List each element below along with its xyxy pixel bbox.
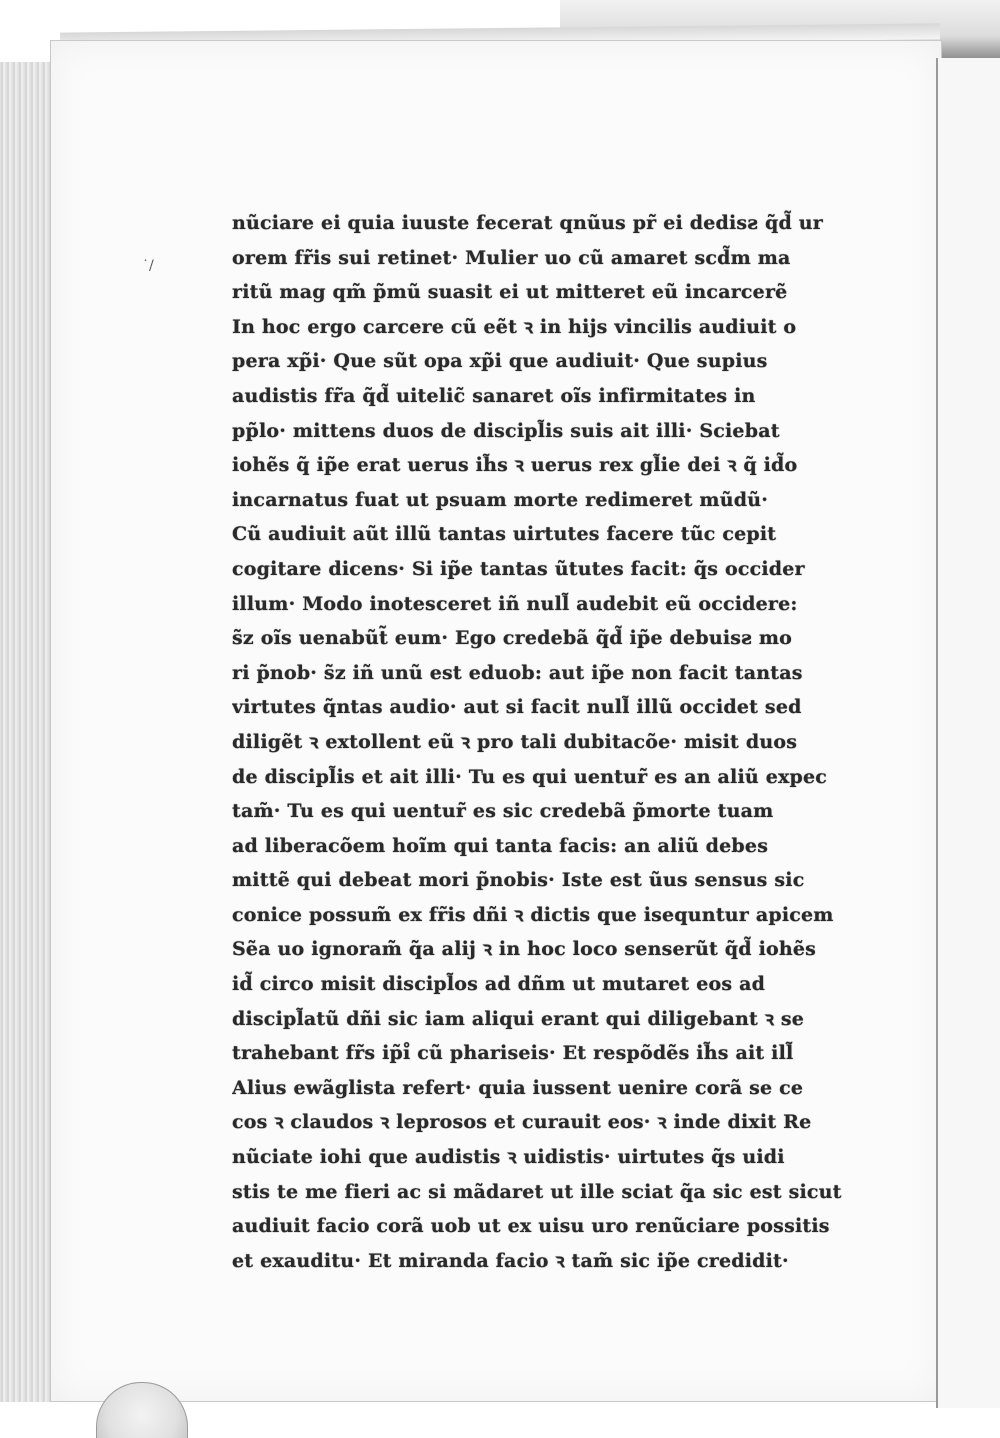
manuscript-line: nũciare ei quia iuuste fecerat qnũus pr̃ ei dedisƨ q̃d̃ ur: [232, 212, 824, 234]
manuscript-line: discipl̃atũ dñi sic iam aliqui erant qui diligebant ꝛ se: [232, 1007, 805, 1030]
manuscript-line: stis te me fieri ac si mãdaret ut ille sciat q̃a sic est sicut: [232, 1180, 842, 1203]
manuscript-line: tam̃· Tu es qui uentur̃ es sic credebã p̃morte tuam: [232, 800, 774, 823]
manuscript-line: audiuit facio corã uob ut ex uisu uro renũciare possitis: [232, 1215, 830, 1238]
manuscript-line: s̃z oĩs uenabũt̃ eum· Ego credebã q̃d̃ ip̃e debuisƨ mo: [232, 627, 793, 650]
manuscript-line: ri p̃nob· s̃z iñ unũ est eduob: aut ip̃e non facit tantas: [232, 661, 803, 684]
manuscript-line: id̃ circo misit discipl̃os ad dñm ut mutaret eos ad: [232, 973, 766, 996]
manuscript-line: et exauditu· Et miranda facio ꝛ tam̃ sic ip̃e credidit·: [232, 1249, 789, 1272]
manuscript-line: Alius ewãglista refert· quia iussent uenire corã se ce: [232, 1076, 804, 1099]
manuscript-line: pp̃lo· mittens duos de discipl̃is suis ait illi· Sciebat: [232, 419, 780, 442]
manuscript-line: diligẽt ꝛ extollent eũ ꝛ pro tali dubitacõe· misit duos: [232, 730, 798, 753]
manuscript-line: nũciate iohi que audistis ꝛ uidistis· uirtutes q̃s uidi: [232, 1146, 785, 1169]
manuscript-line: iohẽs q̃ ip̃e erat uerus ih̃s ꝛ uerus rex gl̃ie dei ꝛ q̃ id̃o: [232, 454, 798, 477]
manuscript-line: pera xp̃i· Que sũt opa xp̃i que audiuit· Que supius: [232, 350, 768, 373]
manuscript-line: Sẽa uo ignoram̃ q̃a alij ꝛ in hoc loco senserũt q̃d̃ iohẽs: [232, 938, 817, 961]
manuscript-line: Cũ audiuit aũt illũ tantas uirtutes facere tũc cepit: [232, 523, 777, 546]
manuscript-line: orem fr̃is sui retinet· Mulier uo cũ amaret scd̃m ma: [232, 246, 791, 269]
manuscript-line: incarnatus fuat ut psuam morte redimeret mũdũ·: [232, 488, 769, 511]
facing-page-edge: [936, 58, 1000, 1408]
manuscript-line: de discipl̃is et ait illi· Tu es qui uentur̃ es an aliũ expec: [232, 765, 828, 788]
manuscript-line: virtutes q̃ntas audio· aut si facit null̃ illũ occidet sed: [232, 696, 802, 719]
manuscript-line: cogitare dicens· Si ip̃e tantas ũtutes facit: q̃s occider: [232, 557, 805, 580]
manuscript-line: audistis fr̃a q̃d̃ uitelic̃ sanaret oĩs infirmitates in: [232, 384, 756, 407]
manuscript-line: conice possum̃ ex fr̃is dñi ꝛ dictis que isequntur apicem: [232, 903, 834, 926]
text-block: [232, 206, 910, 1278]
manuscript-line: ad liberacõem hoĩm qui tanta facis: an aliũ debes: [232, 834, 769, 857]
manuscript-line: trahebant fr̃s ip̃i̊ cũ phariseis· Et respõdẽs ih̃s ait ill̃: [232, 1042, 794, 1065]
margin-mark: ˙/: [142, 258, 154, 274]
manuscript-line: In hoc ergo carcere cũ eẽt ꝛ in hijs vincilis audiuit o: [232, 315, 797, 338]
manuscript-line: illum· Modo inotesceret iñ null̃ audebit eũ occidere:: [232, 592, 798, 615]
manuscript-line: ritũ mag qm̃ p̃mũ suasit ei ut mitteret eũ incarcerẽ: [232, 281, 788, 304]
manuscript-line: cos ꝛ claudos ꝛ leprosos et curauit eos· ꝛ inde dixit Re: [232, 1111, 812, 1134]
manuscript-line: mittẽ qui debeat mori p̃nobis· Iste est ũus sensus sic: [232, 869, 805, 892]
